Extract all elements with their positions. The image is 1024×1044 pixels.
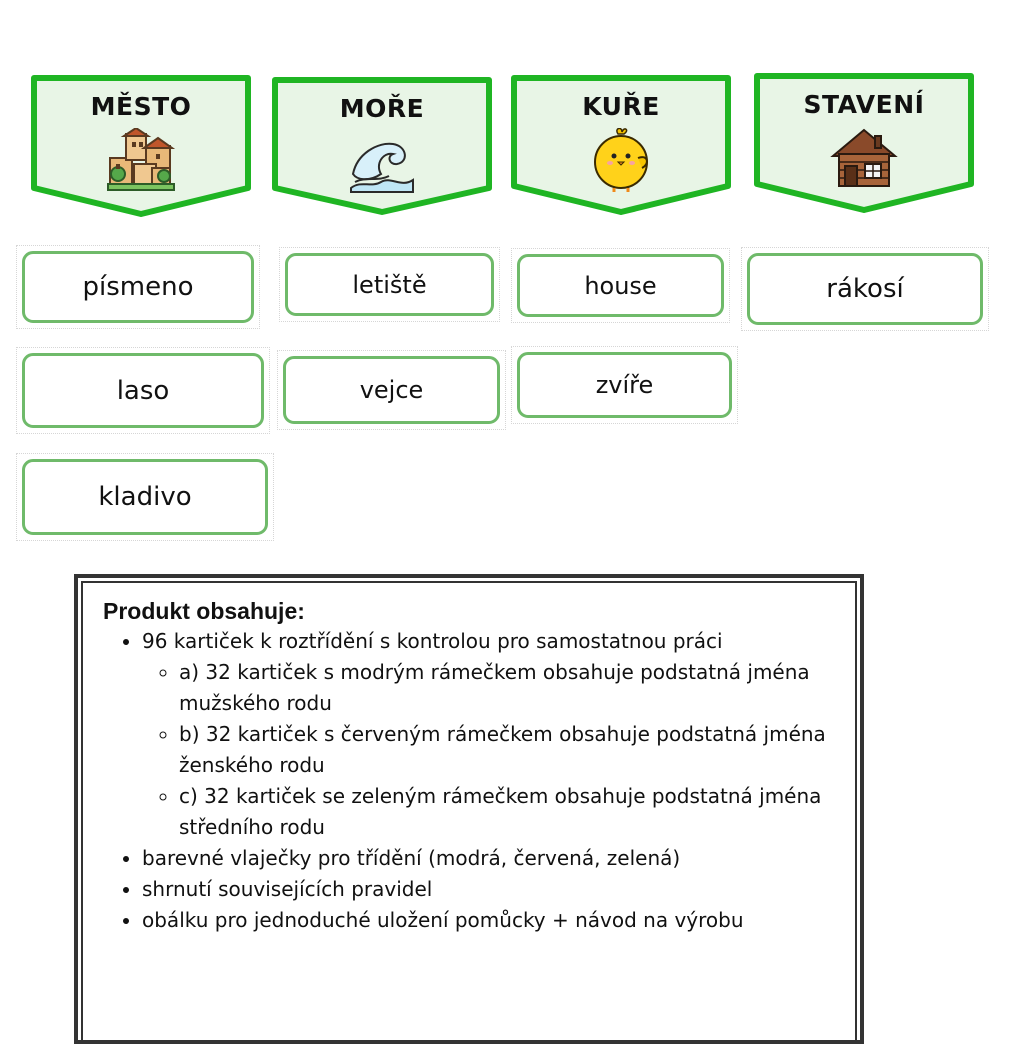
list-item bbox=[142, 626, 840, 843]
word-card[interactable] bbox=[511, 248, 730, 323]
card-label: písmeno bbox=[22, 251, 254, 323]
info-list bbox=[98, 626, 840, 936]
category-flag-staveni bbox=[753, 72, 975, 218]
word-card[interactable] bbox=[279, 247, 500, 322]
word-card[interactable] bbox=[16, 347, 270, 434]
list-item: • obálku pro jednoduché uložení pomůcky + návod na výrobu bbox=[142, 905, 840, 936]
card-label: vejce bbox=[283, 356, 500, 424]
card-label: laso bbox=[22, 353, 264, 428]
cabin-icon bbox=[829, 126, 899, 190]
product-info-box bbox=[74, 574, 864, 1044]
card-label: kladivo bbox=[22, 459, 268, 535]
category-label: MĚSTO bbox=[90, 92, 192, 121]
card-label: zvíře bbox=[517, 352, 732, 418]
word-card[interactable] bbox=[16, 245, 260, 329]
category-flag-mesto bbox=[30, 74, 252, 220]
list-item: • shrnutí souvisejících pravidel bbox=[142, 874, 840, 905]
word-card[interactable] bbox=[16, 453, 274, 541]
info-heading: Produkt obsahuje: bbox=[103, 598, 305, 624]
sub-list-item: ◦ c) 32 kartiček se zeleným rámečkem obsahuje podstatná jména středního rodu bbox=[179, 781, 840, 843]
card-label: house bbox=[517, 254, 724, 317]
wave-icon bbox=[347, 130, 417, 194]
sub-list-item: ◦ a) 32 kartiček s modrým rámečkem obsahuje podstatná jména mužského rodu bbox=[179, 657, 840, 719]
list-item: • barevné vlaječky pro třídění (modrá, červená, zelená) bbox=[142, 843, 840, 874]
category-label: MOŘE bbox=[339, 94, 425, 123]
sub-list bbox=[142, 657, 840, 843]
category-flag-more bbox=[271, 76, 493, 222]
chick-icon bbox=[586, 128, 656, 192]
category-flag-kure bbox=[510, 74, 732, 220]
category-label: STAVENÍ bbox=[803, 90, 925, 119]
word-card[interactable] bbox=[511, 346, 738, 424]
card-label: letiště bbox=[285, 253, 494, 316]
word-card[interactable] bbox=[277, 350, 506, 430]
town-icon bbox=[106, 128, 176, 192]
sub-list-item: ◦ b) 32 kartiček s červeným rámečkem obsahuje podstatná jména ženského rodu bbox=[179, 719, 840, 781]
word-card[interactable] bbox=[741, 247, 989, 331]
category-label: KUŘE bbox=[582, 92, 660, 121]
card-label: rákosí bbox=[747, 253, 983, 325]
list-item-text: 96 kartiček k roztřídění s kontrolou pro samostatnou práci bbox=[142, 629, 723, 653]
